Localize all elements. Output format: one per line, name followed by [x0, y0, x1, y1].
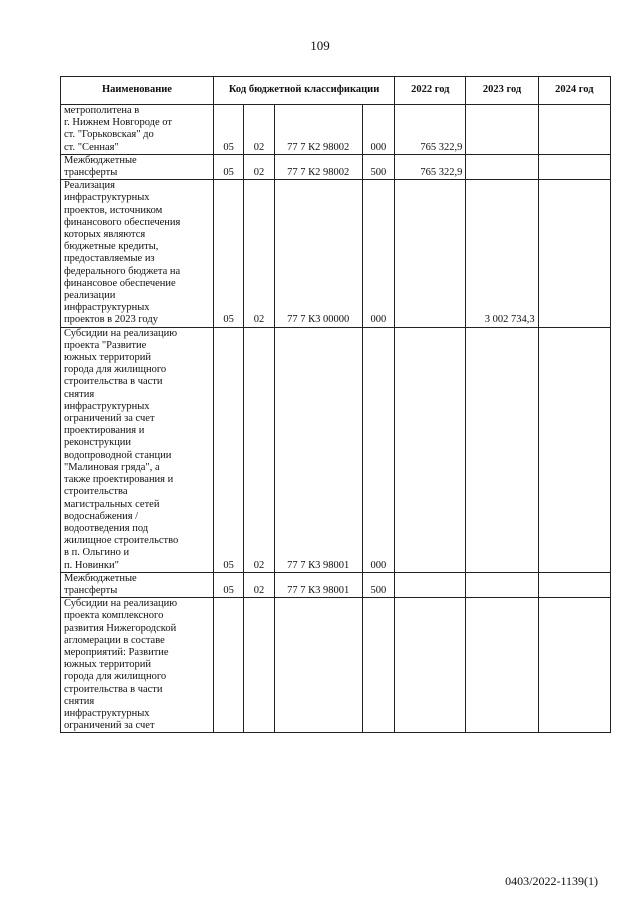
- row-section-cell: [213, 598, 243, 733]
- header-2023: 2023 год: [466, 77, 538, 105]
- row-section-cell: 05: [213, 105, 243, 155]
- row-target-article-cell: 77 7 К2 98002: [274, 154, 362, 179]
- row-target-article-cell: [274, 598, 362, 733]
- row-2023-cell: [466, 598, 538, 733]
- row-2023-cell: 3 002 734,3: [466, 180, 538, 327]
- table-row: [61, 105, 611, 155]
- row-2022-cell: [395, 180, 466, 327]
- row-expense-type-cell: 000: [362, 180, 395, 327]
- row-target-article-cell: 77 7 К3 00000: [274, 180, 362, 327]
- row-subsection-cell: 02: [244, 327, 274, 572]
- row-name-cell: Межбюджетные трансферты: [61, 154, 214, 179]
- row-2024-cell: [538, 598, 610, 733]
- row-name-cell: метрополитена в г. Нижнем Новгороде от ст. "Горьковская" до ст. "Сенная": [61, 105, 214, 155]
- row-2024-cell: [538, 572, 610, 597]
- header-name: Наименование: [61, 77, 214, 105]
- row-expense-type-cell: 500: [362, 572, 395, 597]
- row-2022-cell: 765 322,9: [395, 105, 466, 155]
- table-row: [61, 327, 611, 572]
- header-code: Код бюджетной классификации: [213, 77, 394, 105]
- row-2023-cell: [466, 327, 538, 572]
- row-subsection-cell: 02: [244, 105, 274, 155]
- row-name-cell: Реализация инфраструктурных проектов, источником финансового обеспечения которых являются бюджетные кредиты, предоставляемые из федерального бюджета на финансовое обеспечение реализации инфраструктурных проектов в 2023 году: [61, 180, 214, 327]
- table-row: [61, 180, 611, 327]
- row-2024-cell: [538, 327, 610, 572]
- row-2024-cell: [538, 180, 610, 327]
- table-row: [61, 598, 611, 733]
- row-section-cell: 05: [213, 327, 243, 572]
- row-2024-cell: [538, 154, 610, 179]
- budget-table: [60, 76, 611, 733]
- row-2022-cell: 765 322,9: [395, 154, 466, 179]
- row-section-cell: 05: [213, 154, 243, 179]
- row-expense-type-cell: [362, 598, 395, 733]
- row-subsection-cell: [244, 598, 274, 733]
- page-number: 109: [310, 38, 330, 53]
- row-name-cell: Субсидии на реализацию проекта комплексного развития Нижегородской агломерации в составе мероприятий: Развитие южных территорий города для жилищного строительства в части снятия инфраструктурных ограничений за счет: [61, 598, 214, 733]
- row-subsection-cell: 02: [244, 572, 274, 597]
- row-section-cell: 05: [213, 572, 243, 597]
- table-row: [61, 572, 611, 597]
- row-name-cell: Субсидии на реализацию проекта "Развитие южных территорий города для жилищного строительства в части снятия инфраструктурных ограничений за счет проектирования и реконструкции водопроводной станции "Малиновая гряда", а также проектирования и строительства магистральных сетей водоснабжения / водоотведения под жилищное строительство в п. Ольгино и п. Новинки": [61, 327, 214, 572]
- header-2022: 2022 год: [395, 77, 466, 105]
- row-expense-type-cell: 000: [362, 105, 395, 155]
- table-header-row: [61, 77, 611, 105]
- table-body: [61, 105, 611, 733]
- row-section-cell: 05: [213, 180, 243, 327]
- row-2023-cell: [466, 105, 538, 155]
- row-2023-cell: [466, 572, 538, 597]
- row-name-cell: Межбюджетные трансферты: [61, 572, 214, 597]
- row-2022-cell: [395, 327, 466, 572]
- row-subsection-cell: 02: [244, 154, 274, 179]
- row-target-article-cell: 77 7 К3 98001: [274, 327, 362, 572]
- row-target-article-cell: 77 7 К3 98001: [274, 572, 362, 597]
- row-target-article-cell: 77 7 К2 98002: [274, 105, 362, 155]
- document-code: 0403/2022-1139(1): [505, 874, 598, 888]
- row-2022-cell: [395, 598, 466, 733]
- row-expense-type-cell: 500: [362, 154, 395, 179]
- row-expense-type-cell: 000: [362, 327, 395, 572]
- row-2022-cell: [395, 572, 466, 597]
- row-2024-cell: [538, 105, 610, 155]
- row-2023-cell: [466, 154, 538, 179]
- table-row: [61, 154, 611, 179]
- row-subsection-cell: 02: [244, 180, 274, 327]
- header-2024: 2024 год: [538, 77, 610, 105]
